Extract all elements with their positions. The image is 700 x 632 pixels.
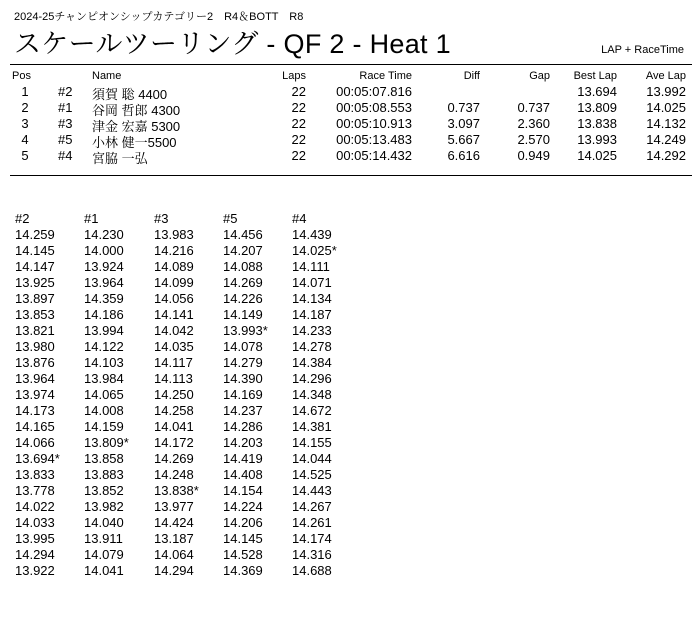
lap-time-cell: 14.122 bbox=[84, 339, 124, 354]
results-header-row bbox=[0, 70, 700, 84]
section-divider bbox=[10, 175, 692, 176]
lap-time-cell: 13.964 bbox=[15, 371, 55, 386]
result-driver-name: 須賀 聡 4400 bbox=[92, 87, 168, 102]
lap-time-cell: 13.924 bbox=[84, 259, 124, 274]
result-best-lap: 14.025 bbox=[577, 148, 617, 163]
lap-time-cell: 13.897 bbox=[15, 291, 55, 306]
lap-time-cell: 13.809* bbox=[84, 435, 129, 450]
lap-time-cell: 13.925 bbox=[15, 275, 55, 290]
lap-time-cell: 14.439 bbox=[292, 227, 332, 242]
result-pos: 2 bbox=[21, 100, 29, 115]
lap-time-cell: 13.852 bbox=[84, 483, 124, 498]
lap-time-cell: 14.259 bbox=[15, 227, 55, 242]
lap-time-cell: 14.216 bbox=[154, 243, 194, 258]
lap-time-cell: 14.186 bbox=[84, 307, 124, 322]
lap-time-cell: 14.088 bbox=[223, 259, 263, 274]
lap-time-cell: 14.155 bbox=[292, 435, 332, 450]
lap-time-cell: 14.172 bbox=[154, 435, 194, 450]
col-laps-header: Laps bbox=[282, 70, 306, 82]
lap-time-cell: 14.408 bbox=[223, 467, 263, 482]
lap-time-cell: 14.279 bbox=[223, 355, 263, 370]
result-laps: 22 bbox=[291, 132, 306, 147]
result-car-number: #3 bbox=[58, 116, 73, 131]
lap-time-cell: 14.044 bbox=[292, 451, 332, 466]
col-avelap-header: Ave Lap bbox=[645, 70, 686, 82]
lap-time-cell: 14.165 bbox=[15, 419, 55, 434]
result-diff: 6.616 bbox=[447, 148, 480, 163]
result-ave-lap: 14.249 bbox=[646, 132, 686, 147]
lap-time-cell: 14.294 bbox=[15, 547, 55, 562]
lap-time-cell: 14.022 bbox=[15, 499, 55, 514]
lap-time-cell: 14.145 bbox=[223, 531, 263, 546]
lap-time-cell: 14.000 bbox=[84, 243, 124, 258]
result-car-number: #5 bbox=[58, 132, 73, 147]
lap-time-cell: 14.369 bbox=[223, 563, 263, 578]
lap-time-cell: 14.173 bbox=[15, 403, 55, 418]
lap-time-cell: 14.419 bbox=[223, 451, 263, 466]
lap-time-cell: 14.040 bbox=[84, 515, 124, 530]
lap-time-cell: 14.261 bbox=[292, 515, 332, 530]
result-laps: 22 bbox=[291, 84, 306, 99]
lap-column-header: #1 bbox=[84, 211, 99, 226]
lap-time-cell: 14.099 bbox=[154, 275, 194, 290]
lap-time-cell: 13.922 bbox=[15, 563, 55, 578]
lap-time-cell: 14.269 bbox=[223, 275, 263, 290]
result-gap: 2.570 bbox=[517, 132, 550, 147]
result-ave-lap: 14.292 bbox=[646, 148, 686, 163]
lap-time-cell: 14.359 bbox=[84, 291, 124, 306]
lap-time-cell: 14.187 bbox=[292, 307, 332, 322]
lap-time-cell: 14.066 bbox=[15, 435, 55, 450]
result-gap: 2.360 bbox=[517, 116, 550, 131]
lap-time-cell: 13.964 bbox=[84, 275, 124, 290]
lap-time-cell: 13.858 bbox=[84, 451, 124, 466]
result-row bbox=[0, 100, 700, 116]
lap-time-cell: 13.911 bbox=[84, 531, 123, 546]
result-gap: 0.737 bbox=[517, 100, 550, 115]
result-row bbox=[0, 84, 700, 100]
result-diff: 3.097 bbox=[447, 116, 480, 131]
lap-time-cell: 14.316 bbox=[292, 547, 332, 562]
lap-time-cell: 14.071 bbox=[292, 275, 332, 290]
lap-column-header: #2 bbox=[15, 211, 30, 226]
lap-time-cell: 14.525 bbox=[292, 467, 332, 482]
result-diff: 0.737 bbox=[447, 100, 480, 115]
lap-time-cell: 14.033 bbox=[15, 515, 55, 530]
lap-time-cell: 14.042 bbox=[154, 323, 194, 338]
lap-time-cell: 14.147 bbox=[15, 259, 55, 274]
lap-time-cell: 14.206 bbox=[223, 515, 263, 530]
lap-time-cell: 13.694* bbox=[15, 451, 60, 466]
col-name-header: Name bbox=[92, 70, 122, 82]
col-diff-header: Diff bbox=[463, 70, 480, 82]
result-pos: 5 bbox=[21, 148, 29, 163]
race-title: スケールツーリング - QF 2 - Heat 1 bbox=[14, 29, 451, 59]
result-best-lap: 13.694 bbox=[577, 84, 617, 99]
lap-time-cell: 14.233 bbox=[292, 323, 332, 338]
result-row bbox=[0, 132, 700, 148]
result-driver-name: 小林 健一5500 bbox=[92, 135, 177, 150]
lap-time-cell: 14.203 bbox=[223, 435, 263, 450]
lap-time-cell: 14.381 bbox=[292, 419, 332, 434]
result-best-lap: 13.809 bbox=[577, 100, 617, 115]
lap-time-cell: 13.821 bbox=[15, 323, 55, 338]
lap-time-cell: 13.982 bbox=[84, 499, 124, 514]
result-diff: 5.667 bbox=[447, 132, 480, 147]
lap-time-cell: 13.995 bbox=[15, 531, 55, 546]
lap-time-cell: 14.230 bbox=[84, 227, 124, 242]
report-mode-label: LAP + RaceTime bbox=[601, 44, 684, 56]
lap-column-header: #3 bbox=[154, 211, 169, 226]
result-driver-name: 宮脇 一弘 bbox=[92, 151, 148, 166]
lap-column-header: #5 bbox=[223, 211, 238, 226]
result-row bbox=[0, 116, 700, 132]
lap-time-cell: 13.853 bbox=[15, 307, 55, 322]
event-subtitle: 2024-25チャンピオンシップカテゴリー2 R4＆BOTT R8 bbox=[14, 11, 304, 23]
lap-time-cell: 14.103 bbox=[84, 355, 124, 370]
lap-time-cell: 14.226 bbox=[223, 291, 263, 306]
lap-time-cell: 14.424 bbox=[154, 515, 194, 530]
lap-time-cell: 14.348 bbox=[292, 387, 332, 402]
lap-time-cell: 13.883 bbox=[84, 467, 124, 482]
lap-time-cell: 13.977 bbox=[154, 499, 194, 514]
lap-time-cell: 14.154 bbox=[223, 483, 263, 498]
lap-time-cell: 13.833 bbox=[15, 467, 55, 482]
lap-time-cell: 14.111 bbox=[292, 259, 330, 274]
lap-time-cell: 14.528 bbox=[223, 547, 263, 562]
lap-time-cell: 14.294 bbox=[154, 563, 194, 578]
lap-time-cell: 13.778 bbox=[15, 483, 55, 498]
lap-time-cell: 13.974 bbox=[15, 387, 55, 402]
lap-time-cell: 14.237 bbox=[223, 403, 263, 418]
lap-time-cell: 14.008 bbox=[84, 403, 124, 418]
lap-time-cell: 14.117 bbox=[154, 355, 193, 370]
result-race-time: 00:05:13.483 bbox=[336, 132, 412, 147]
lap-time-cell: 14.248 bbox=[154, 467, 194, 482]
result-ave-lap: 14.025 bbox=[646, 100, 686, 115]
lap-time-cell: 14.456 bbox=[223, 227, 263, 242]
lap-time-cell: 14.278 bbox=[292, 339, 332, 354]
lap-time-cell: 14.296 bbox=[292, 371, 332, 386]
lap-time-cell: 14.065 bbox=[84, 387, 124, 402]
result-laps: 22 bbox=[291, 148, 306, 163]
col-pos-header: Pos bbox=[12, 70, 31, 82]
result-laps: 22 bbox=[291, 116, 306, 131]
result-car-number: #2 bbox=[58, 84, 73, 99]
lap-time-cell: 14.145 bbox=[15, 243, 55, 258]
result-laps: 22 bbox=[291, 100, 306, 115]
result-car-number: #1 bbox=[58, 100, 73, 115]
col-racetime-header: Race Time bbox=[359, 70, 412, 82]
col-bestlap-header: Best Lap bbox=[573, 70, 617, 82]
lap-time-cell: 14.384 bbox=[292, 355, 332, 370]
results-table bbox=[0, 70, 700, 164]
col-gap-header: Gap bbox=[529, 70, 550, 82]
lap-time-cell: 14.672 bbox=[292, 403, 332, 418]
result-driver-name: 津金 宏嘉 5300 bbox=[92, 119, 181, 134]
lap-time-cell: 14.134 bbox=[292, 291, 332, 306]
lap-time-cell: 14.113 bbox=[154, 371, 193, 386]
lap-time-cell: 14.025* bbox=[292, 243, 337, 258]
lap-time-cell: 14.269 bbox=[154, 451, 194, 466]
lap-time-cell: 13.983 bbox=[154, 227, 194, 242]
lap-time-cell: 14.267 bbox=[292, 499, 332, 514]
lap-time-cell: 14.174 bbox=[292, 531, 332, 546]
lap-time-cell: 14.056 bbox=[154, 291, 194, 306]
result-pos: 1 bbox=[21, 84, 29, 99]
lap-time-cell: 13.876 bbox=[15, 355, 55, 370]
lap-time-cell: 14.089 bbox=[154, 259, 194, 274]
lap-column-header: #4 bbox=[292, 211, 307, 226]
lap-time-cell: 13.838* bbox=[154, 483, 199, 498]
result-driver-name: 谷岡 哲郎 4300 bbox=[92, 103, 181, 118]
lap-time-cell: 13.187 bbox=[154, 531, 194, 546]
lap-time-cell: 14.250 bbox=[154, 387, 194, 402]
result-ave-lap: 13.992 bbox=[646, 84, 686, 99]
lap-time-cell: 13.980 bbox=[15, 339, 55, 354]
lap-time-cell: 14.064 bbox=[154, 547, 194, 562]
result-race-time: 00:05:07.816 bbox=[336, 84, 412, 99]
lap-time-cell: 14.688 bbox=[292, 563, 332, 578]
lap-time-cell: 13.994 bbox=[84, 323, 124, 338]
lap-time-cell: 14.159 bbox=[84, 419, 124, 434]
lap-time-cell: 14.169 bbox=[223, 387, 263, 402]
lap-time-cell: 13.984 bbox=[84, 371, 124, 386]
result-pos: 3 bbox=[21, 116, 29, 131]
lap-time-cell: 13.993* bbox=[223, 323, 268, 338]
lap-time-cell: 14.041 bbox=[154, 419, 194, 434]
lap-time-cell: 14.149 bbox=[223, 307, 263, 322]
lap-time-cell: 14.035 bbox=[154, 339, 194, 354]
result-race-time: 00:05:08.553 bbox=[336, 100, 412, 115]
lap-time-cell: 14.041 bbox=[84, 563, 124, 578]
result-ave-lap: 14.132 bbox=[646, 116, 686, 131]
header-divider bbox=[10, 64, 692, 65]
lap-time-cell: 14.079 bbox=[84, 547, 124, 562]
result-race-time: 00:05:14.432 bbox=[336, 148, 412, 163]
result-car-number: #4 bbox=[58, 148, 73, 163]
result-best-lap: 13.993 bbox=[577, 132, 617, 147]
result-best-lap: 13.838 bbox=[577, 116, 617, 131]
result-row bbox=[0, 148, 700, 164]
lap-time-cell: 14.224 bbox=[223, 499, 263, 514]
result-pos: 4 bbox=[21, 132, 29, 147]
result-gap: 0.949 bbox=[517, 148, 550, 163]
lap-time-cell: 14.390 bbox=[223, 371, 263, 386]
result-race-time: 00:05:10.913 bbox=[336, 116, 412, 131]
lap-time-cell: 14.078 bbox=[223, 339, 263, 354]
lap-time-cell: 14.286 bbox=[223, 419, 263, 434]
lap-time-cell: 14.258 bbox=[154, 403, 194, 418]
lap-time-cell: 14.141 bbox=[154, 307, 194, 322]
lap-time-cell: 14.443 bbox=[292, 483, 332, 498]
lap-time-cell: 14.207 bbox=[223, 243, 263, 258]
